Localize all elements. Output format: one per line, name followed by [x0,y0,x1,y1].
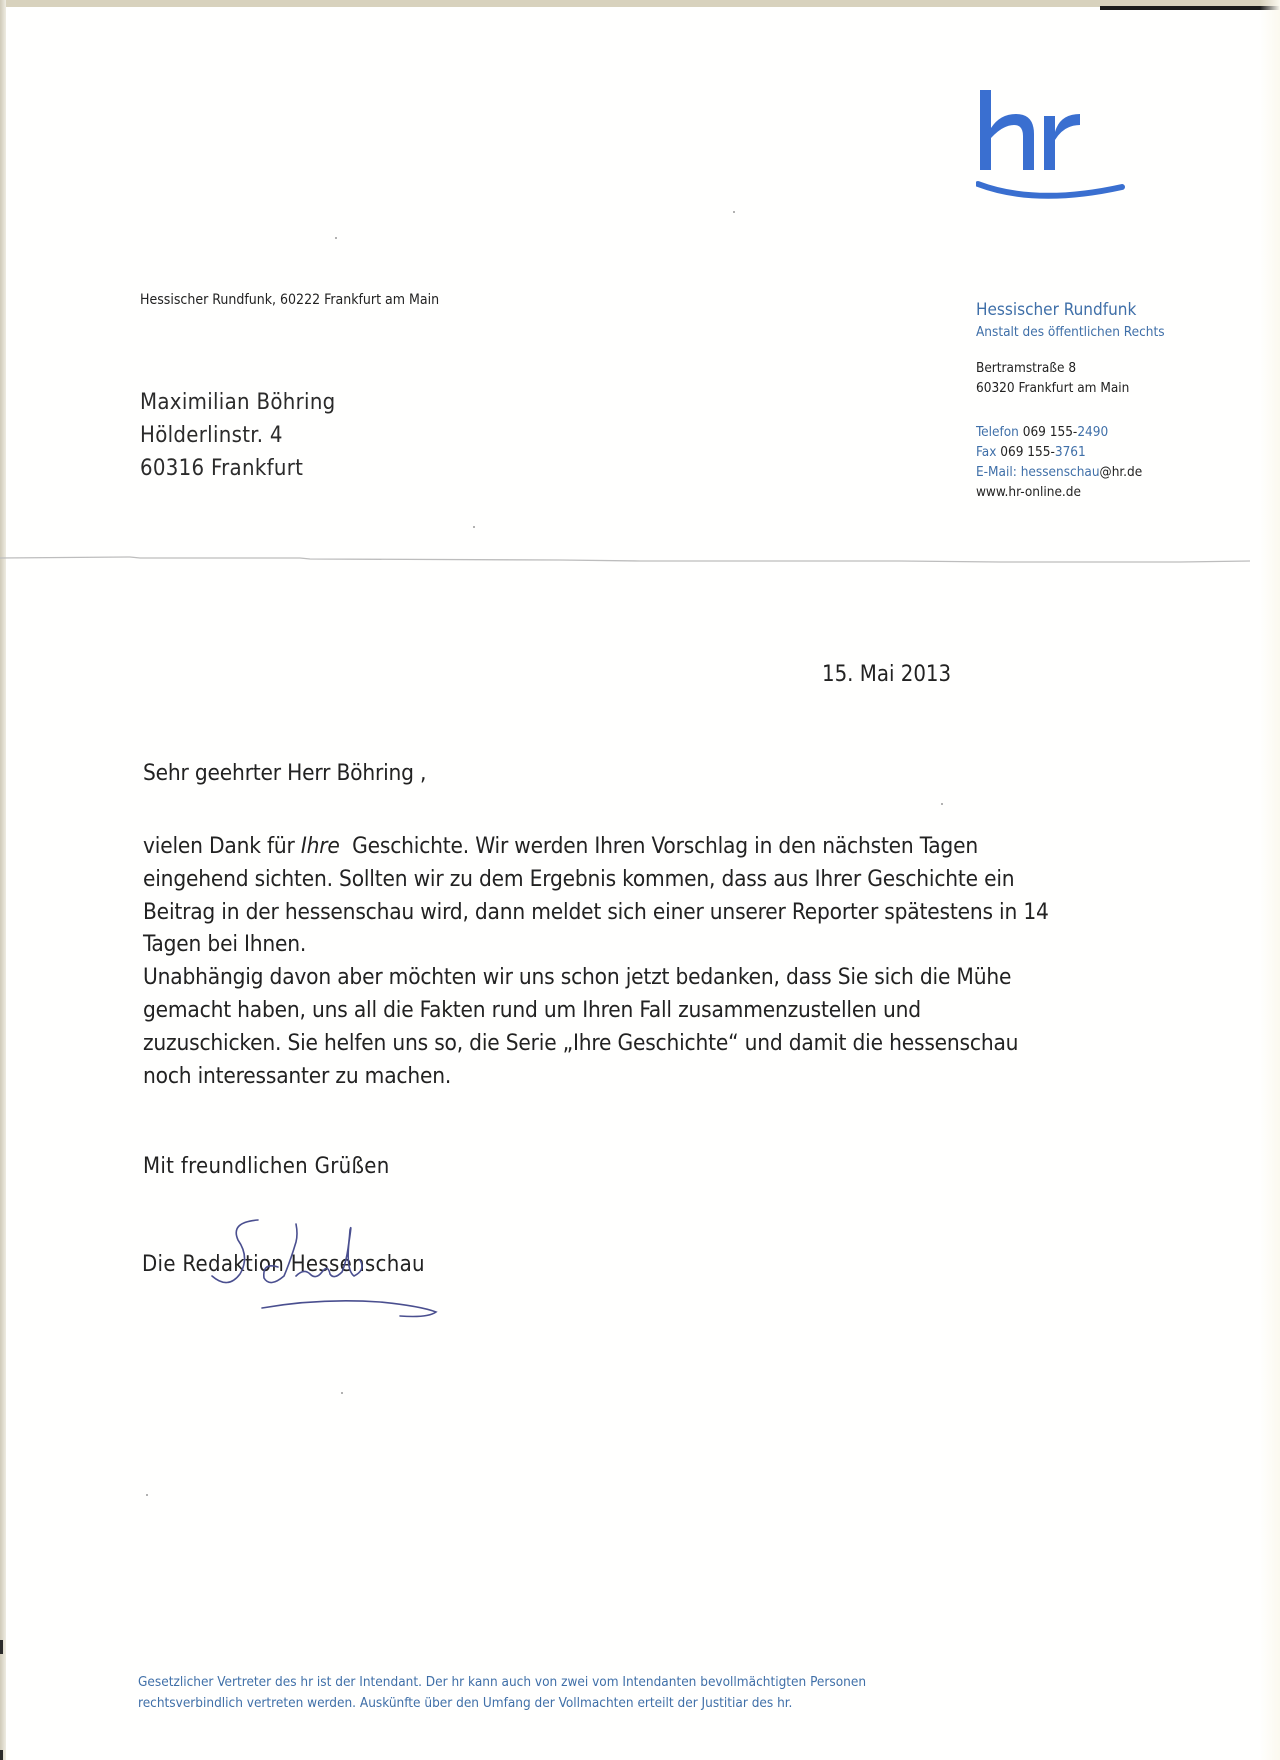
recipient-city: 60316 Frankfurt [140,456,304,481]
scan-top-edge [0,0,1280,7]
organization-contact-block [976,298,1165,502]
recipient-name: Maximilian Böhring [140,390,336,415]
scan-speck [341,1392,343,1394]
closing-phrase: Mit freundlichen Grüßen [143,1154,390,1179]
body-line: noch interessanter zu machen. [143,1062,452,1089]
letter-paragraphs [143,830,1183,1092]
organization-website: www.hr-online.de [976,484,1081,500]
body-line: eingehend sichten. Sollten wir zu dem Ergebnis kommen, dass aus Ihrer Geschichte ein [143,865,1015,892]
organization-fax: Fax 069 155-3761 [976,444,1086,460]
organization-name: Hessischer Rundfunk [976,300,1137,320]
organization-subtitle: Anstalt des öffentlichen Rechts [976,324,1165,340]
body-line: Tagen bei Ihnen. [143,931,307,958]
scan-speck [941,803,943,805]
body-line: zuzuschicken. Sie helfen uns so, die Serie „Ihre Geschichte“ und damit die hessenschau [143,1029,1019,1056]
letter-date: 15. Mai 2013 [822,662,952,687]
salutation: Sehr geehrter Herr Böhring , [143,760,427,786]
recipient-street: Hölderlinstr. 4 [140,423,283,448]
footer-line: Gesetzlicher Vertreter des hr ist der Intendant. Der hr kann auch von zwei vom Intendanten bevollmächtigten Personen [138,1674,867,1690]
legal-footer [138,1672,866,1714]
organization-street: Bertramstraße 8 [976,360,1077,376]
scan-edge-mark [0,1640,3,1654]
scan-speck [473,526,475,528]
body-line: Unabhängig davon aber möchten wir uns schon jetzt bedanken, dass Sie sich die Mühe [143,964,1012,991]
hr-logo-icon [976,88,1126,206]
paper-fold-line [0,555,1260,563]
scan-speck [733,211,735,213]
organization-phone: Telefon 069 155-2490 [976,424,1109,440]
scan-speck [146,1494,148,1496]
sender-return-address: Hessischer Rundfunk, 60222 Frankfurt am Main [140,292,440,308]
organization-city: 60320 Frankfurt am Main [976,380,1130,396]
body-line: vielen Dank für Ihre Geschichte. Wir werden Ihren Vorschlag in den nächsten Tagen [143,833,978,859]
organization-email: E-Mail: hessenschau@hr.de [976,464,1143,480]
scan-right-shade [1260,0,1280,1760]
body-line: gemacht haben, uns all die Fakten rund um Ihren Fall zusammenzustellen und [143,996,921,1023]
body-line: Beitrag in der hessenschau wird, dann meldet sich einer unserer Reporter spätestens in 14 [143,898,1049,925]
signoff: Die Redaktion Hessenschau [142,1252,425,1277]
recipient-address [140,386,336,485]
scan-edge-mark [0,1750,3,1760]
scan-top-edge-shadow [1100,6,1280,10]
footer-line: rechtsverbindlich vertreten werden. Auskünfte über den Umfang der Vollmachten erteilt der Justitiar des hr. [138,1695,793,1711]
handwritten-signature-icon [200,1212,460,1322]
scan-left-edge [0,0,6,1760]
scan-speck [335,237,337,239]
